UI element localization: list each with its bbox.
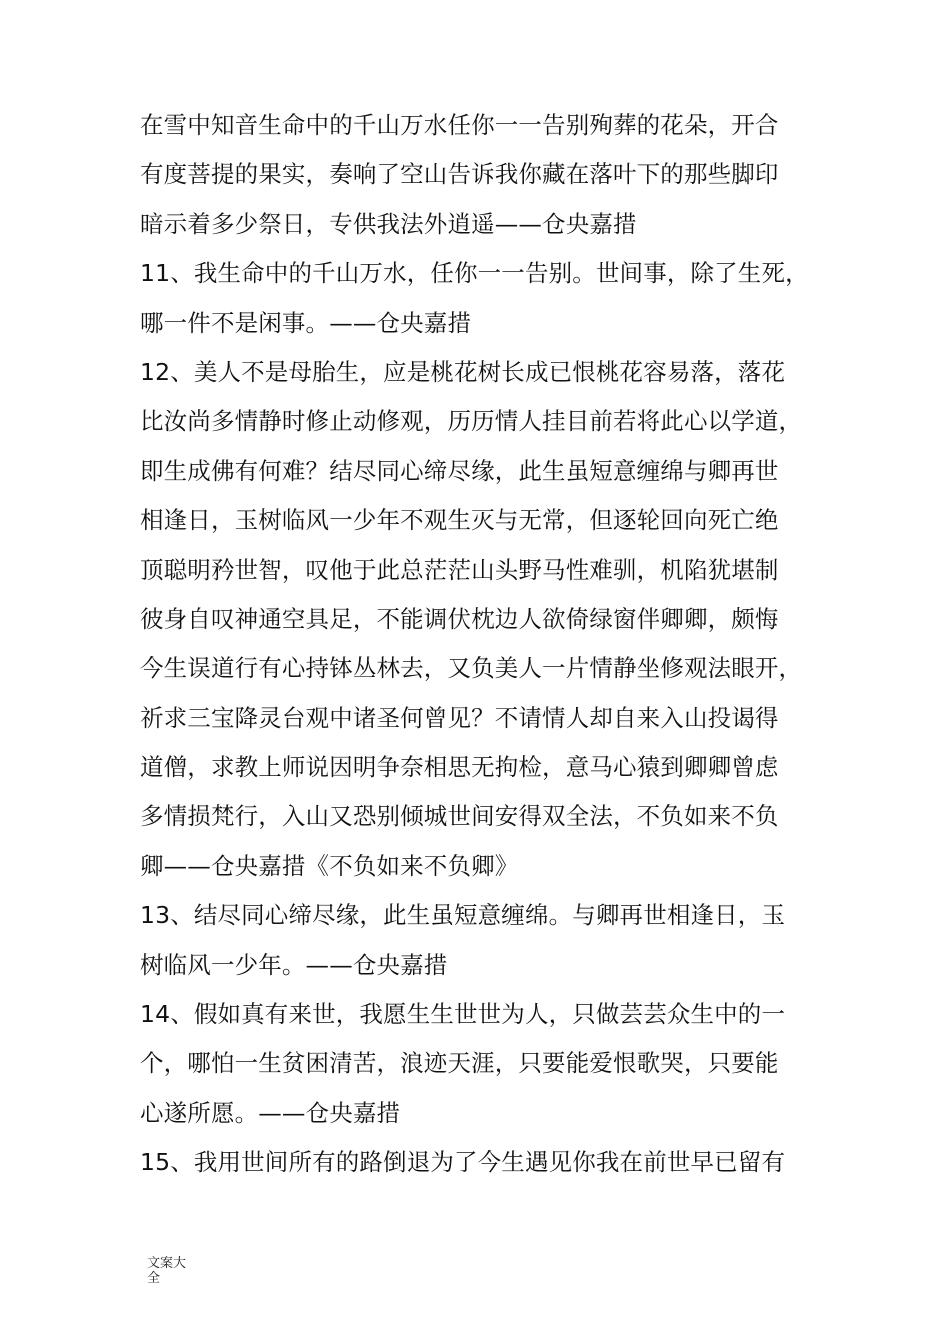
text-line: 顶聪明矜世智，叹他于此总茫茫山头野马性难驯，机陷犹堪制 bbox=[140, 555, 779, 584]
text-line: 今生误道行有心持钵丛林去，又负美人一片情静坐修观法眼开， bbox=[140, 654, 803, 683]
footer-text-line-1: 文案大 bbox=[147, 1256, 187, 1271]
text-line: 多情损梵行，入山又恐别倾城世间安得双全法，不负如来不负 bbox=[140, 802, 779, 831]
text-line: 15、我用世间所有的路倒退为了今生遇见你我在前世早已留有 bbox=[140, 1148, 786, 1177]
text-line: 暗示着多少祭日，专供我法外逍遥——仓央嘉措 bbox=[140, 209, 637, 238]
text-line: 14、假如真有来世，我愿生生世世为人，只做芸芸众生中的一 bbox=[140, 1000, 786, 1029]
text-line: 个，哪怕一生贫困清苦，浪迹天涯，只要能爱恨歌哭，只要能 bbox=[140, 1049, 779, 1078]
text-line: 树临风一少年。——仓央嘉措 bbox=[140, 950, 448, 979]
text-line: 卿——仓央嘉措《不负如来不负卿》 bbox=[140, 851, 519, 880]
text-line: 有度菩提的果实，奏响了空山告诉我你藏在落叶下的那些脚印 bbox=[140, 160, 779, 189]
text-line: 即生成佛有何难？结尽同心缔尽缘，此生虽短意缠绵与卿再世 bbox=[140, 456, 779, 485]
text-line: 祈求三宝降灵台观中诸圣何曾见？不请情人却自来入山投谒得 bbox=[140, 703, 779, 732]
text-line: 13、结尽同心缔尽缘，此生虽短意缠绵。与卿再世相逢日，玉 bbox=[140, 901, 786, 930]
body-text bbox=[140, 101, 820, 1188]
text-line: 哪一件不是闲事。——仓央嘉措 bbox=[140, 308, 472, 337]
text-line: 道僧，求教上师说因明争奈相思无拘检，意马心猿到卿卿曾虑 bbox=[140, 753, 779, 782]
text-line: 相逢日，玉树临风一少年不观生灭与无常，但逐轮回向死亡绝 bbox=[140, 506, 779, 535]
text-line: 比汝尚多情静时修止动修观，历历情人挂目前若将此心以学道， bbox=[140, 407, 803, 436]
text-line: 心遂所愿。——仓央嘉措 bbox=[140, 1098, 401, 1127]
text-line: 11、我生命中的千山万水，任你一一告别。世间事，除了生死， bbox=[140, 259, 809, 288]
footer-text-line-2: 全 bbox=[147, 1271, 161, 1286]
page-footer bbox=[147, 1256, 197, 1286]
text-line: 彼身自叹神通空具足，不能调伏枕边人欲倚绿窗伴卿卿，颇悔 bbox=[140, 604, 779, 633]
text-line: 在雪中知音生命中的千山万水任你一一告别殉葬的花朵，开合 bbox=[140, 111, 779, 139]
text-line: 12、美人不是母胎生，应是桃花树长成已恨桃花容易落，落花 bbox=[140, 357, 786, 386]
